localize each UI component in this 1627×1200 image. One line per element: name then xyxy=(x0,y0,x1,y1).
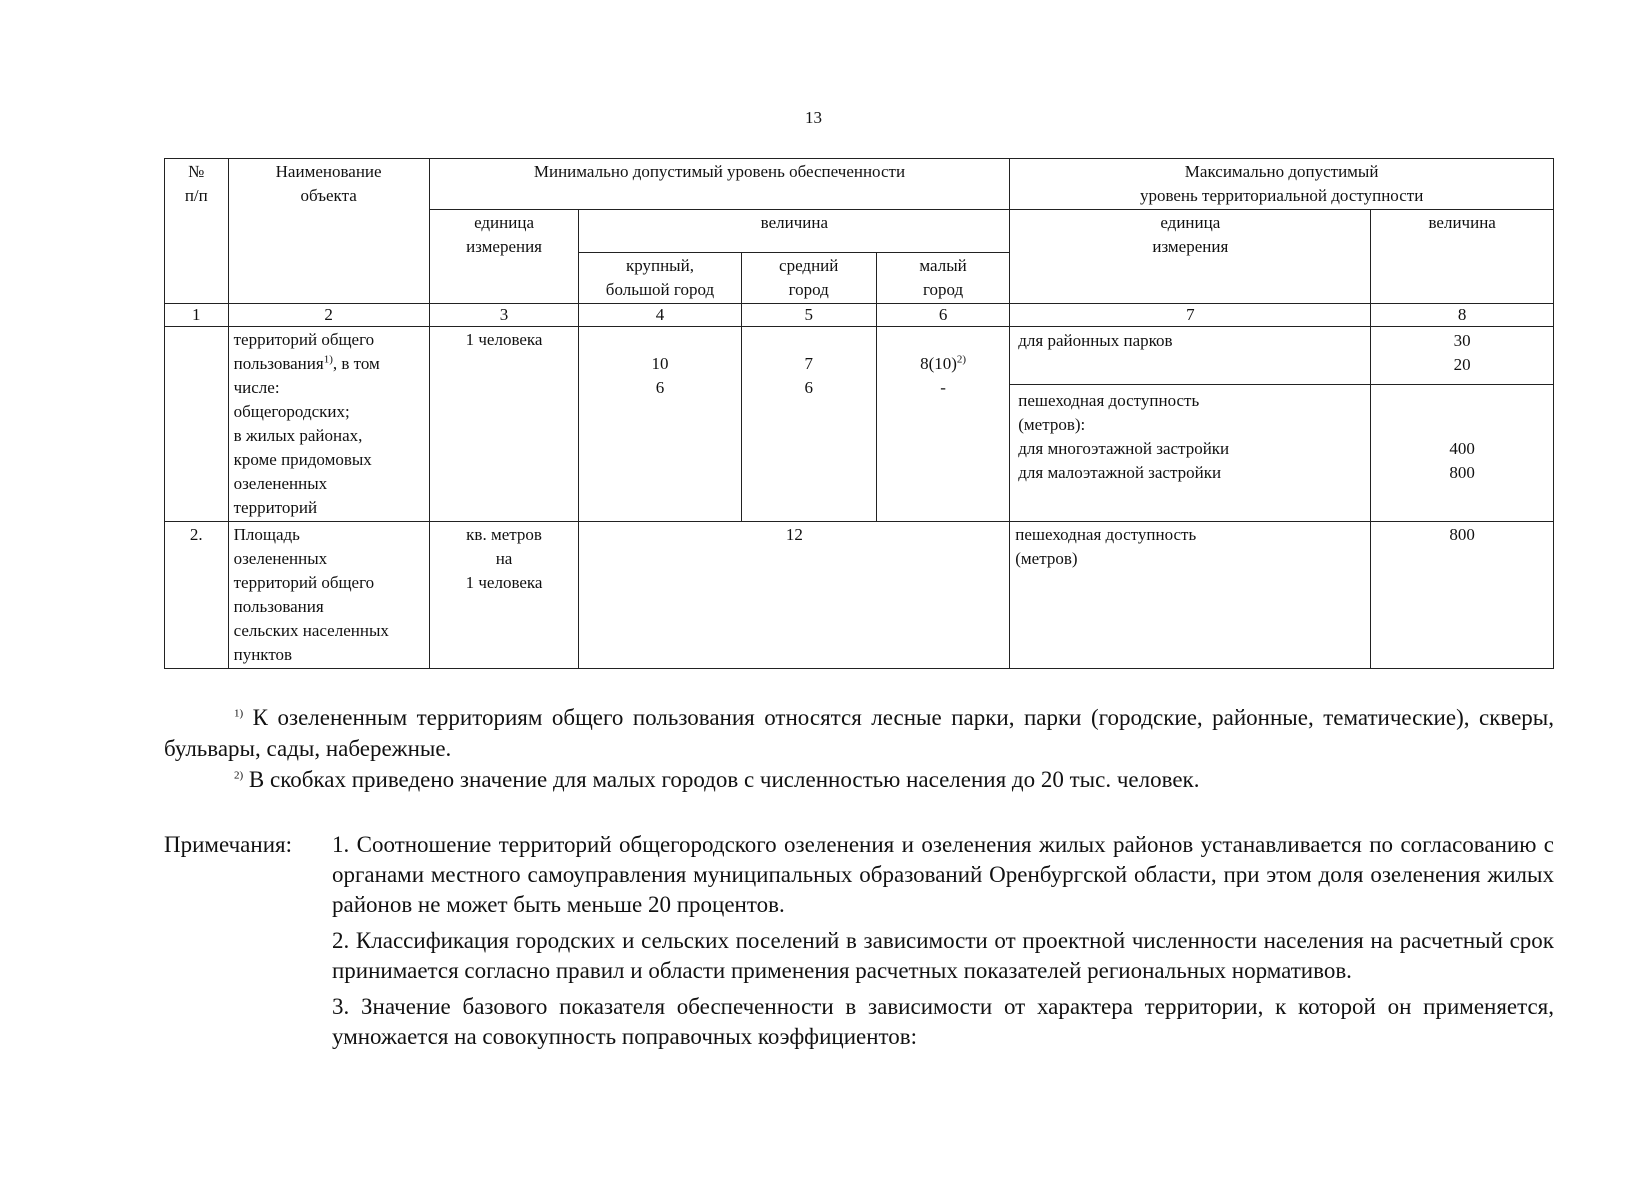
row1-unit: 1 человека xyxy=(429,327,579,522)
row2-name: Площадь озелененных территорий общего пользования сельских населенных пунктов xyxy=(228,522,429,669)
header-max-level: Максимально допустимый уровень территориальной доступности xyxy=(1010,159,1554,210)
footnote-2: $^{2)}$ В скобках приведено значение для малых городов с численностью населения до 20 тыс. человек. xyxy=(234,767,1200,792)
header-name: Наименование объекта xyxy=(228,159,429,304)
column-index: 7 xyxy=(1010,304,1371,327)
notes-label: Примечания: xyxy=(164,832,292,857)
header-row-1 xyxy=(165,159,1554,210)
row2-unit: кв. метров на 1 человека xyxy=(429,522,579,669)
table-row xyxy=(165,522,1554,669)
notes-section xyxy=(164,830,1554,1058)
footnote-1: $^{1)}$ К озелененным территориям общего пользования относятся лесные парки, парки (городские, районные, тематические), скверы, бульвары, сады, набережные. xyxy=(164,705,1554,761)
row1-num xyxy=(165,327,229,522)
footnote-1-mark: 1) xyxy=(234,707,244,720)
header-num: № п/п xyxy=(165,159,229,304)
table-row xyxy=(165,327,1554,522)
page-number: 13 xyxy=(805,108,822,127)
column-index: 5 xyxy=(741,304,876,327)
row2-access-unit: пешеходная доступность (метров) xyxy=(1010,522,1371,669)
row2-value: 12 xyxy=(579,522,1010,669)
access-value-walking: 400 800 xyxy=(1449,439,1475,482)
column-index: 6 xyxy=(876,304,1009,327)
note-item: 3. Значение базового показателя обеспеченности в зависимости от характера территории, к которой он применяется, умножается на совокупность поправочных коэффициентов: xyxy=(332,994,1554,1049)
norms-table xyxy=(164,158,1554,669)
access-unit-parks: для районных парков xyxy=(1010,327,1370,385)
header-value-max: величина xyxy=(1371,210,1554,304)
header-unit-min: единица измерения xyxy=(429,210,579,304)
column-index-row xyxy=(165,304,1554,327)
notes-list xyxy=(332,830,1554,1052)
row2-num: 2. xyxy=(165,522,229,669)
row1-small-city-values: 8(10)$^{2)}$ - xyxy=(876,327,1009,522)
footnotes xyxy=(164,702,1554,795)
header-mid-city: средний город xyxy=(741,253,876,304)
row1-mid-city-values: 7 6 xyxy=(741,327,876,522)
footnote-2-mark: 2) xyxy=(234,769,244,782)
column-index: 1 xyxy=(165,304,229,327)
footnote-ref-1: 1) xyxy=(323,353,333,366)
row1-access-values xyxy=(1371,327,1554,522)
row2-access-value: 800 xyxy=(1371,522,1554,669)
note-item: 1. Соотношение территорий общегородского озеленения и озеленения жилых районов устанавливается по согласованию с органами местного самоуправления муниципальных образований Оренбургской области, при этом доля озеленения жилых районов не может быть меньше 20 процентов. xyxy=(332,832,1554,917)
header-value-min: величина xyxy=(579,210,1010,253)
column-index: 4 xyxy=(579,304,741,327)
footnote-ref-2: 2) xyxy=(956,353,967,366)
header-unit-max: единица измерения xyxy=(1010,210,1371,304)
column-index: 3 xyxy=(429,304,579,327)
access-unit-walking: пешеходная доступность (метров): для многоэтажной застройки для малоэтажной застройки xyxy=(1018,391,1230,482)
header-big-city: крупный, большой город xyxy=(579,253,741,304)
column-index: 8 xyxy=(1371,304,1554,327)
note-item: 2. Классификация городских и сельских поселений в зависимости от проектной численности населения на расчетный срок принимается согласно правил и области применения расчетных показателей региональных нормативов. xyxy=(332,928,1554,983)
column-index: 2 xyxy=(228,304,429,327)
row1-access-units xyxy=(1010,327,1371,522)
access-value-parks: 30 20 xyxy=(1371,327,1553,385)
header-min-level: Минимально допустимый уровень обеспеченности xyxy=(429,159,1010,210)
header-small-city: малый город xyxy=(876,253,1009,304)
row1-big-city-values: 10 6 xyxy=(579,327,741,522)
row1-name: территорий общего пользования$^{1)}$, в том числе: общегородских; в жилых районах, кроме придомовых озелененных территорий xyxy=(228,327,429,522)
